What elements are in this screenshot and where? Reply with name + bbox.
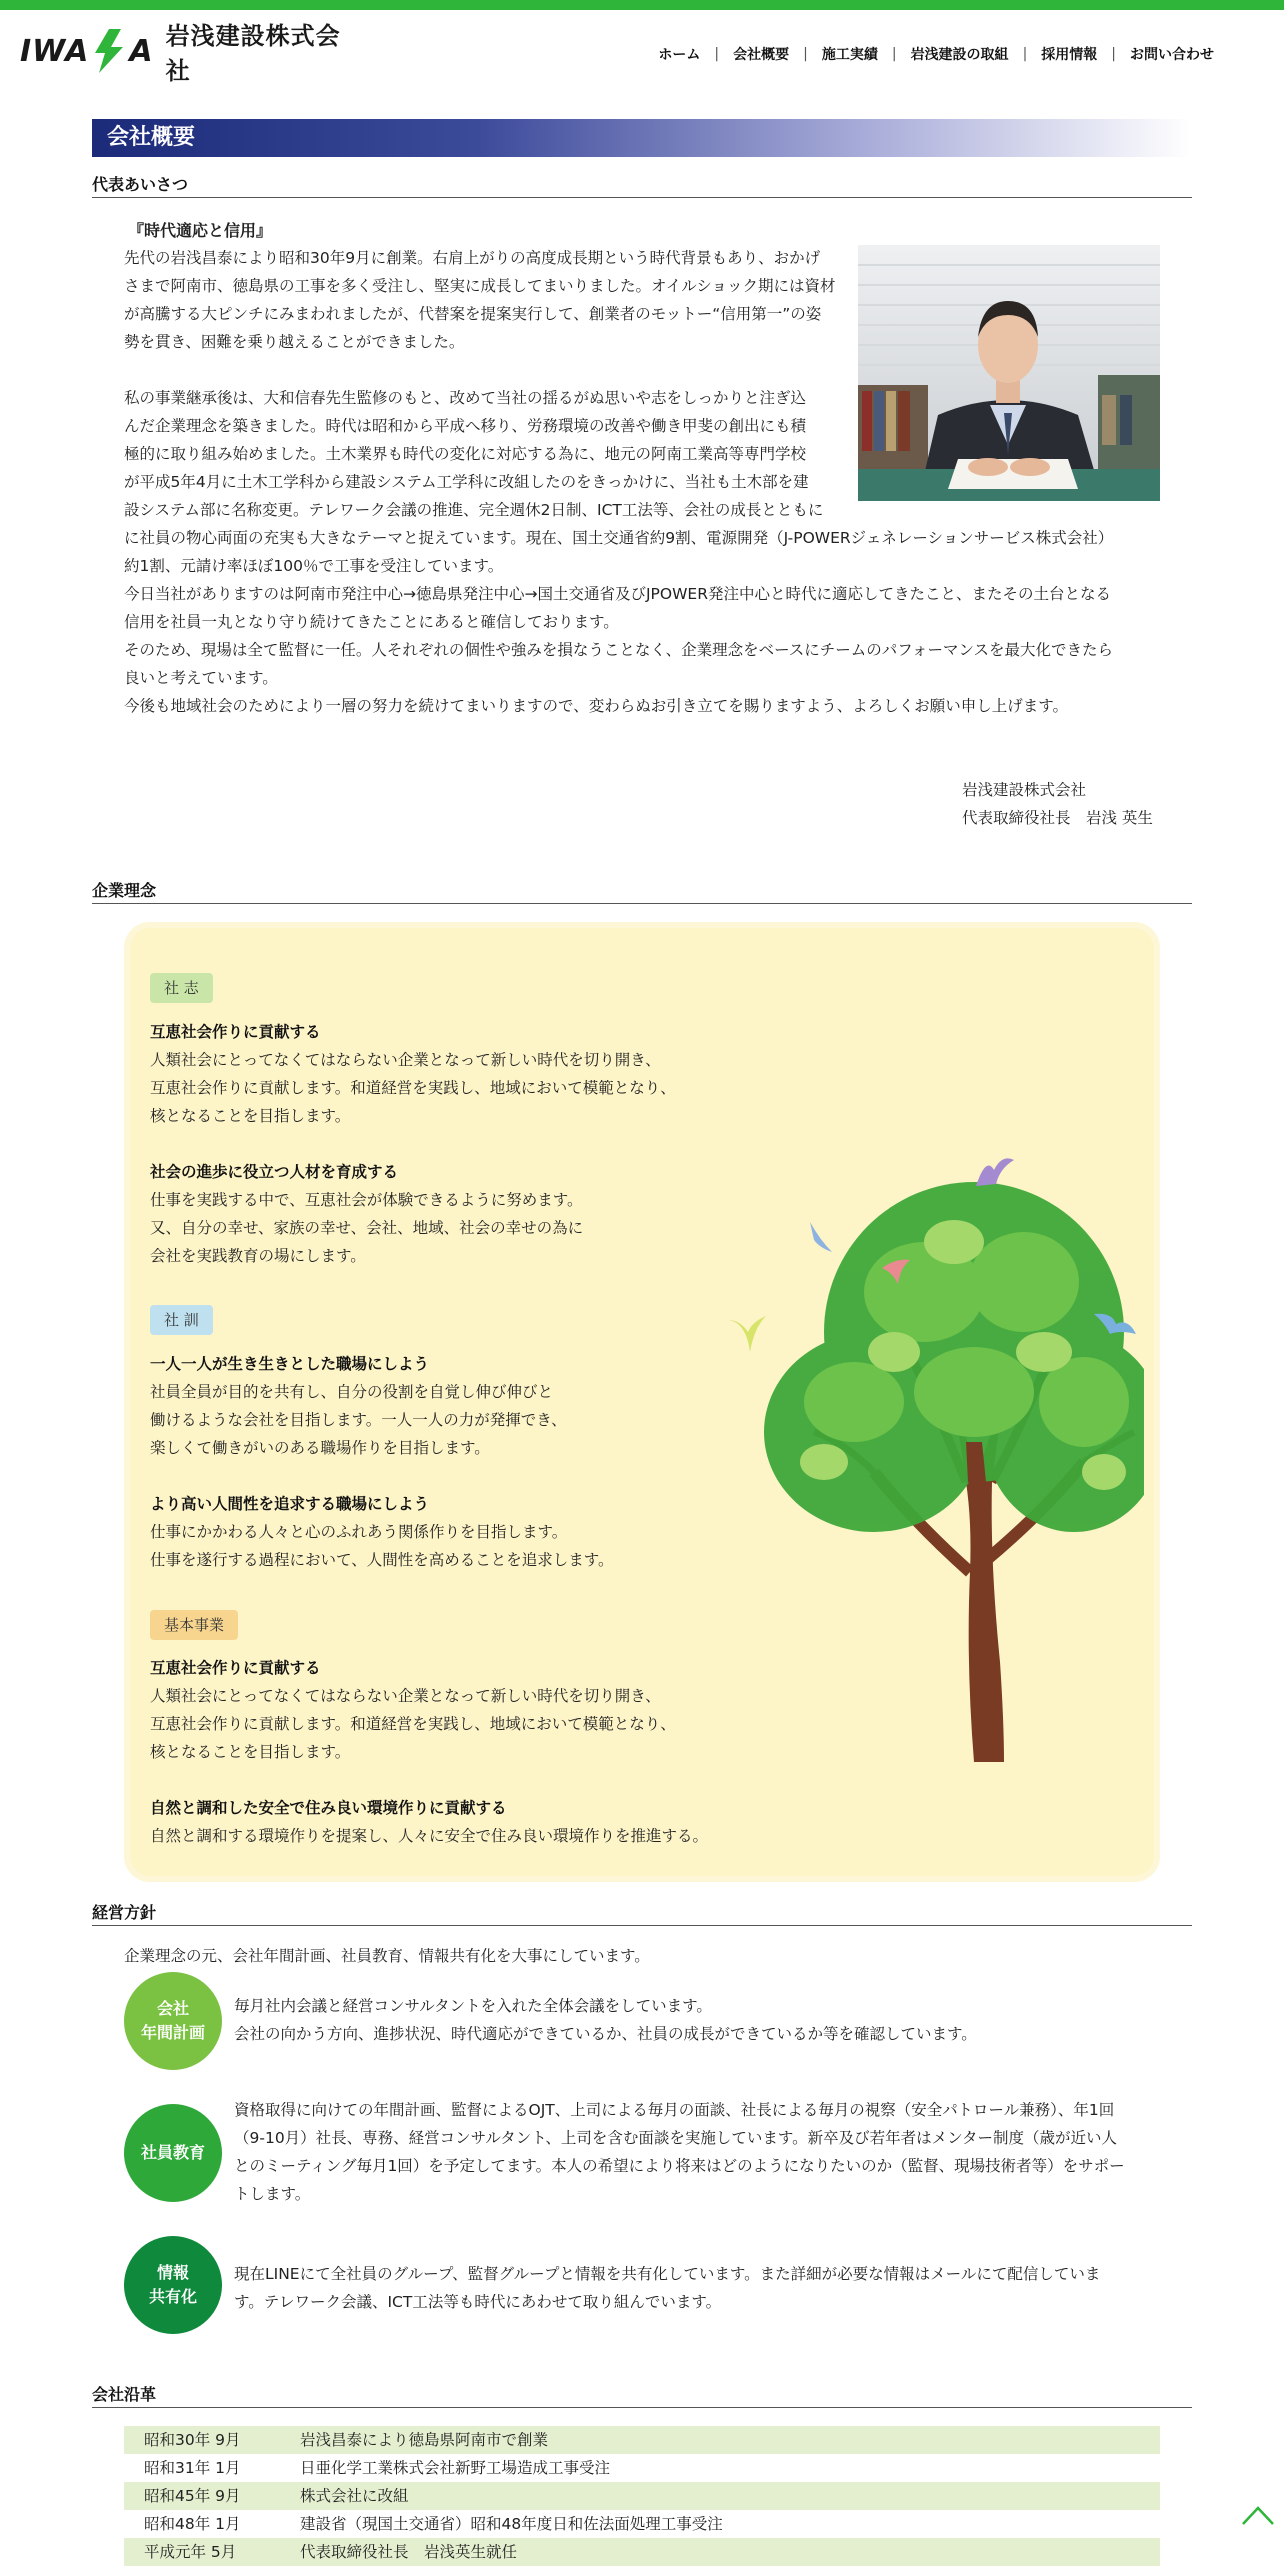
policy-heading: 経営方針 bbox=[92, 1900, 1192, 1926]
top-accent-bar bbox=[0, 0, 1284, 10]
policy-circle-info-sharing: 情報 共有化 bbox=[124, 2236, 222, 2334]
president-photo bbox=[858, 245, 1160, 501]
policy-line: す。テレワーク会議、ICT工法等も時代にあわせて取り組んでいます。 bbox=[234, 2293, 722, 2311]
nav-recruit[interactable]: 採用情報 bbox=[1041, 47, 1098, 63]
philosophy-line: 核となることを目指します。 bbox=[150, 1743, 351, 1761]
philosophy-line: 楽しくて働きがいのある職場作りを目指します。 bbox=[150, 1439, 490, 1457]
greeting-line: 設システム部に名称変更。テレワーク会議の推進、完全週休2日制、ICT工法等、会社の成長とともに bbox=[124, 501, 824, 519]
greeting-line: 信用を社員一丸となり守り続けてきたことにあると確信しております。 bbox=[124, 613, 619, 631]
greeting-line: が平成5年4月に土木工学科から建設システム工学科に改組したのをきっかけに、当社も土木部を建 bbox=[124, 473, 809, 491]
greeting-line: 私の事業継承後は、大和信春先生監修のもと、改めて当社の揺るがぬ思いや志をしっかりと注ぎ込 bbox=[124, 389, 807, 407]
greeting-line: 今日当社がありますのは阿南市発注中心→徳島県発注中心→国土交通省及びJPOWER発注中心と時代に適応してきたこと、またその土台となる bbox=[124, 585, 1111, 603]
philosophy-item-text bbox=[150, 1046, 676, 1130]
policy-line: 資格取得に向けての年間計画、監督によるOJT、上司による毎月の面談、社長による毎月の視察（安全パトロール兼務）、年1回 bbox=[234, 2101, 1115, 2119]
nav-separator: | bbox=[1111, 46, 1116, 62]
philosophy-line: 互恵社会作りに貢献します。和道経営を実践し、地域において模範となり、 bbox=[150, 1079, 676, 1097]
site-header bbox=[0, 10, 1284, 96]
greeting-text-block-1 bbox=[124, 244, 844, 356]
philosophy-line: 社員全員が目的を共有し、自分の役割を自覚し伸び伸びと bbox=[150, 1383, 554, 1401]
policy-line: 毎月社内会議と経営コンサルタントを入れた全体会議をしています。 bbox=[234, 1997, 712, 2015]
history-date: 昭和48年 1月 bbox=[144, 2515, 241, 2533]
policy-line: とのミーティング毎月1回）を予定してます。本人の希望により将来はどのようになりたいのか（監督、現場技術者等）をサポー bbox=[234, 2157, 1125, 2175]
philosophy-badge-shakun: 社 訓 bbox=[150, 1305, 213, 1335]
greeting-title: 『時代適応と信用』 bbox=[128, 221, 273, 240]
philosophy-item-title: 社会の進歩に役立つ人材を育成する bbox=[150, 1163, 399, 1181]
philosophy-item-title: より高い人間性を追求する職場にしよう bbox=[150, 1495, 430, 1513]
greeting-line: さまで阿南市、徳島県の工事を多く受注し、堅実に成長してまいりました。オイルショック期には資材 bbox=[124, 277, 836, 295]
policy-line: 会社の向かう方向、進捗状況、時代適応ができているか、社員の成長ができているか等を確認しています。 bbox=[234, 2025, 977, 2043]
history-event: 日亜化学工業株式会社新野工場造成工事受注 bbox=[300, 2459, 611, 2477]
philosophy-item-text bbox=[150, 1822, 708, 1850]
philosophy-line: 核となることを目指します。 bbox=[150, 1107, 351, 1125]
philosophy-line: 仕事を実践する中で、互恵社会が体験できるように努めます。 bbox=[150, 1191, 583, 1209]
greeting-line: 勢を貫き、困難を乗り越えることができました。 bbox=[124, 333, 465, 351]
philosophy-item-text bbox=[150, 1518, 613, 1574]
nav-works[interactable]: 施工実績 bbox=[821, 47, 878, 63]
nav-separator: | bbox=[714, 46, 720, 62]
greeting-line: 良いと考えています。 bbox=[124, 669, 278, 687]
philosophy-line: 又、自分の幸せ、家族の幸せ、会社、地域、社会の幸せの為に bbox=[150, 1219, 584, 1237]
greeting-line: に社員の物心両面の充実も大きなテーマと捉えています。現在、国土交通省約9割、電源開発（J-POWERジェネレーションサービス株式会社） bbox=[124, 529, 1114, 547]
philosophy-panel bbox=[124, 922, 1160, 1882]
greeting-line: 今後も地域社会のためにより一層の努力を続けてまいりますので、変わらぬお引き立てを賜りますよう、よろしくお願い申し上げます。 bbox=[124, 697, 1068, 715]
greeting-line: 極的に取り組み始めました。土木業界も時代の変化に対応する為に、地元の阿南工業高等専門学校 bbox=[124, 445, 807, 463]
history-event: 建設省（現国土交通省）昭和48年度日和佐法面処理工事受注 bbox=[300, 2515, 723, 2533]
greeting-heading: 代表あいさつ bbox=[92, 172, 1192, 198]
history-row bbox=[124, 2482, 1160, 2510]
philosophy-item-title: 自然と調和した安全で住み良い環境作りに貢献する bbox=[150, 1799, 507, 1817]
history-event: 代表取締役社長 岩浅英生就任 bbox=[300, 2543, 518, 2561]
nav-separator: | bbox=[803, 46, 808, 62]
history-date: 平成元年 5月 bbox=[144, 2543, 237, 2561]
history-date: 昭和31年 1月 bbox=[144, 2459, 241, 2477]
greeting-line: そのため、現場は全て監督に一任。人それぞれの個性や強みを損なうことなく、企業理念をベースにチームのパフォーマンスを最大化できたら bbox=[124, 641, 1114, 659]
nav-company[interactable]: 会社概要 bbox=[733, 47, 790, 63]
philosophy-heading: 企業理念 bbox=[92, 878, 1192, 904]
philosophy-item-title: 互恵社会作りに貢献する bbox=[150, 1023, 321, 1041]
philosophy-line: 人類社会にとってなくてはならない企業となって新しい時代を切り開き、 bbox=[150, 1051, 661, 1069]
policy-line: 現在LINEにて全社員のグループ、監督グループと情報を共有化しています。また詳細が必要な情報はメールにて配信していま bbox=[234, 2265, 1101, 2283]
greeting-text-block-2 bbox=[124, 384, 844, 524]
greeting-line: んだ企業理念を築きました。時代は昭和から平成へ移り、労務環境の改善や働き甲斐の創出にも積 bbox=[124, 417, 807, 435]
history-date: 昭和30年 9月 bbox=[144, 2431, 241, 2449]
greeting-line: が高騰する大ピンチにみまわれましたが、代替案を提案実行して、創業者のモットー“信用第一”の姿 bbox=[124, 305, 822, 323]
back-to-top-icon[interactable] bbox=[1240, 2500, 1276, 2528]
philosophy-line: 互恵社会作りに貢献します。和道経営を実践し、地域において模範となり、 bbox=[150, 1715, 676, 1733]
policy-line: （9-10月）社長、専務、経営コンサルタント、上司を含む面談を実施しています。新卒及び若年者はメンター制度（歳が近い人 bbox=[234, 2129, 1118, 2147]
signature-company: 岩浅建設株式会社 bbox=[962, 781, 1087, 799]
philosophy-line: 働けるような会社を目指します。一人一人の力が発揮でき、 bbox=[150, 1411, 567, 1429]
tree-illustration bbox=[704, 1142, 1144, 1762]
iwasa-logo-mark: IWA A bbox=[20, 29, 154, 73]
history-row bbox=[124, 2538, 1160, 2566]
nav-separator: | bbox=[891, 46, 897, 62]
greeting-line: 約1割、元請け率ほぼ100％で工事を受注しています。 bbox=[124, 557, 504, 575]
bird-icon bbox=[880, 1256, 912, 1286]
signature-person: 代表取締役社長 岩浅 英生 bbox=[962, 809, 1153, 827]
philosophy-badge-shashi: 社 志 bbox=[150, 973, 213, 1003]
bird-icon bbox=[726, 1312, 768, 1356]
company-logo[interactable] bbox=[20, 22, 350, 85]
philosophy-item-text bbox=[150, 1378, 567, 1462]
history-event: 岩浅昌泰により徳島県阿南市で創業 bbox=[300, 2431, 549, 2449]
nav-initiatives[interactable]: 岩浅建設の取組 bbox=[910, 47, 1009, 63]
philosophy-item-title: 一人一人が生き生きとした職場にしよう bbox=[150, 1355, 430, 1373]
policy-text-annual-plan bbox=[234, 1992, 1164, 2048]
nav-contact[interactable]: お問い合わせ bbox=[1130, 47, 1214, 63]
philosophy-item-text bbox=[150, 1682, 676, 1766]
bird-icon bbox=[1092, 1308, 1138, 1342]
lightning-logo-icon bbox=[91, 29, 127, 73]
global-nav bbox=[644, 44, 1228, 64]
policy-text-education bbox=[234, 2096, 1174, 2208]
history-row bbox=[124, 2426, 1160, 2454]
policy-line: トします。 bbox=[234, 2185, 311, 2203]
philosophy-item-text bbox=[150, 1186, 583, 1270]
philosophy-line: 仕事を遂行する過程において、人間性を高めることを追求します。 bbox=[150, 1551, 614, 1569]
bird-icon bbox=[972, 1150, 1016, 1194]
greeting-text-block-3 bbox=[124, 524, 1174, 720]
philosophy-line: 自然と調和する環境作りを提案し、人々に安全で住み良い環境作りを推進する。 bbox=[150, 1827, 709, 1845]
history-row bbox=[124, 2510, 1160, 2538]
philosophy-item-title: 互恵社会作りに貢献する bbox=[150, 1659, 321, 1677]
philosophy-line: 会社を実践教育の場にします。 bbox=[150, 1247, 366, 1265]
policy-text-info-sharing bbox=[234, 2260, 1174, 2316]
history-row bbox=[124, 2454, 1160, 2482]
history-heading: 会社沿革 bbox=[92, 2382, 1192, 2408]
philosophy-badge-basic-business: 基本事業 bbox=[150, 1610, 238, 1640]
nav-home[interactable]: ホーム bbox=[658, 47, 701, 63]
philosophy-line: 仕事にかかわる人々と心のふれあう関係作りを目指します。 bbox=[150, 1523, 568, 1541]
bird-icon bbox=[806, 1218, 836, 1256]
history-event: 株式会社に改組 bbox=[300, 2487, 409, 2505]
philosophy-line: 人類社会にとってなくてはならない企業となって新しい時代を切り開き、 bbox=[150, 1687, 661, 1705]
policy-circle-education: 社員教育 bbox=[124, 2104, 222, 2202]
policy-intro: 企業理念の元、会社年間計画、社員教育、情報共有化を大事にしています。 bbox=[124, 1947, 650, 1965]
company-name: 岩浅建設株式会社 bbox=[165, 22, 341, 85]
nav-separator: | bbox=[1022, 46, 1028, 62]
page-title-bar bbox=[92, 119, 1192, 157]
policy-circle-annual-plan: 会社 年間計画 bbox=[124, 1972, 222, 2070]
greeting-line: 先代の岩浅昌泰により昭和30年9月に創業。右肩上がりの高度成長期という時代背景もあり、おかげ bbox=[124, 249, 821, 267]
page-title: 会社概要 bbox=[107, 125, 196, 150]
history-date: 昭和45年 9月 bbox=[144, 2487, 241, 2505]
